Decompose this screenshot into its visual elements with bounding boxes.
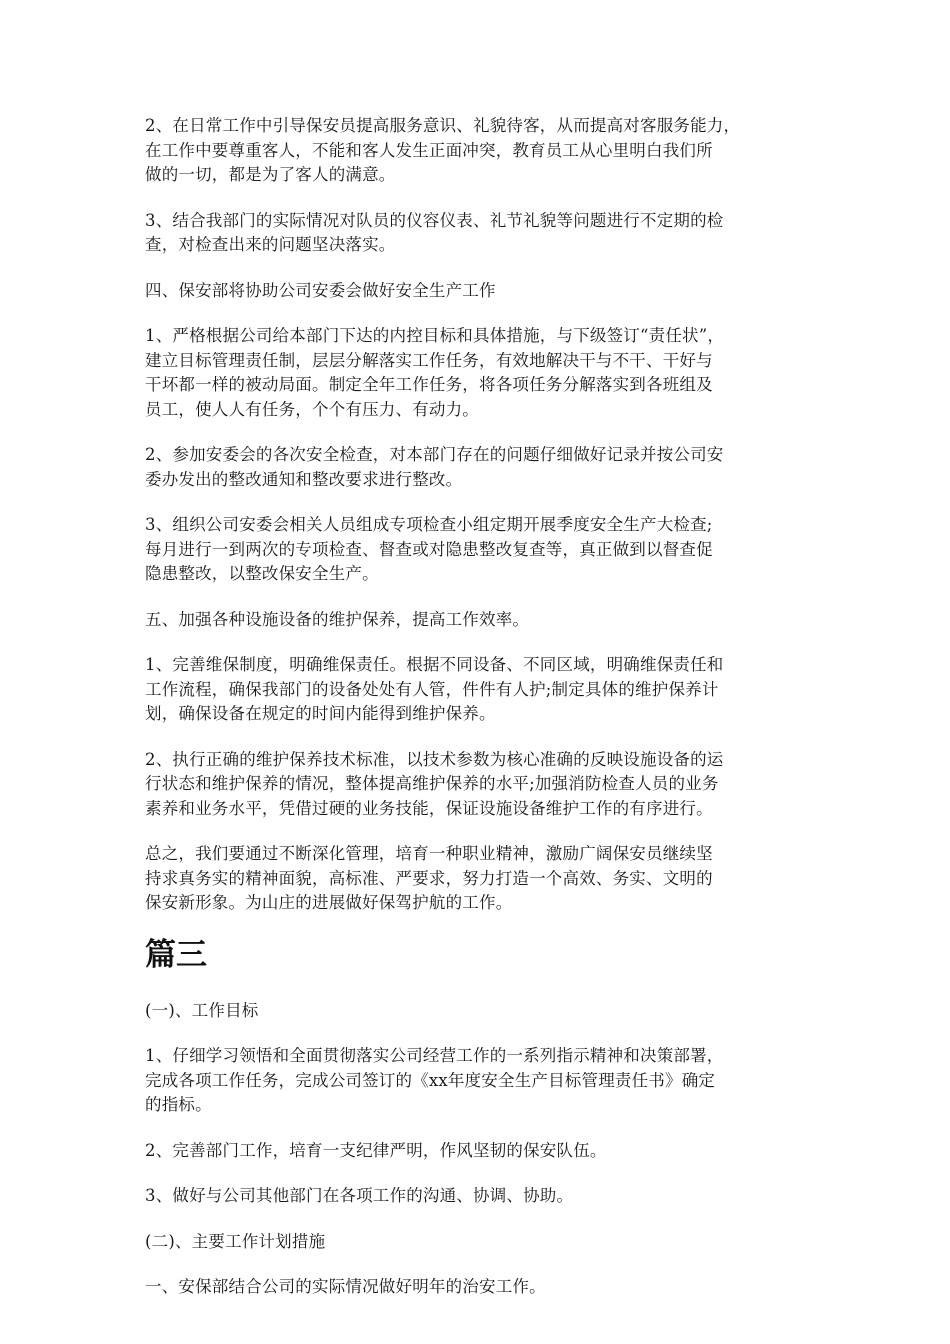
text-line: 五、加强各种设施设备的维护保养，提高工作效率。 (145, 609, 530, 629)
paragraph-safety-inspection (145, 443, 810, 492)
text-line: 3、结合我部门的实际情况对队员的仪容仪表、礼节礼貌等问题进行不定期的检 (145, 210, 724, 230)
paragraph-conclusion (145, 842, 810, 916)
subsection-title-measures (145, 1230, 810, 1255)
subsection-title-goals (145, 999, 810, 1024)
body-top (145, 114, 810, 916)
text-line: 完成各项工作任务，完成公司签订的《xx年度安全生产目标管理责任书》确定 (145, 1070, 716, 1090)
paragraph-maintenance-system (145, 653, 810, 727)
text-line: (一)、工作目标 (145, 1000, 259, 1020)
section-heading: 篇三 (145, 936, 207, 973)
text-line: 的指标。 (145, 1095, 212, 1114)
text-line: 持求真务实的精神面貌，高标准、严要求，努力打造一个高效、务实、文明的 (145, 868, 713, 888)
text-line: 保安新形象。为山庄的进展做好保驾护航的工作。 (145, 893, 513, 912)
text-line: 1、仔细学习领悟和全面贯彻落实公司经营工作的一系列指示精神和决策部署， (145, 1046, 724, 1065)
document-page (145, 114, 810, 1321)
text-line: 工作流程，确保我部门的设备处处有人管，件件有人护;制定具体的维护保养计 (145, 679, 719, 699)
paragraph-goal-2 (145, 1139, 810, 1164)
text-line: 查，对检查出来的问题坚决落实。 (145, 235, 396, 254)
paragraph-responsibility-system (145, 324, 810, 422)
paragraph-maintenance-standards (145, 748, 810, 822)
text-line: 2、执行正确的维护保养技术标准，以技术参数为核心准确的反映设施设备的运 (145, 749, 724, 769)
body-bottom (145, 999, 810, 1300)
paragraph-appearance-inspection (145, 209, 810, 258)
text-line: 3、组织公司安委会相关人员组成专项检查小组定期开展季度安全生产大检查; (145, 515, 713, 534)
text-line: 在工作中要尊重客人，不能和客人发生正面冲突，教育员工从心里明白我们所 (145, 140, 713, 160)
text-line: 行状态和维护保养的情况，整体提高维护保养的水平;加强消防检查人员的业务 (145, 774, 719, 793)
paragraph-service-awareness (145, 114, 810, 188)
text-line: 2、参加安委会的各次安全检查，对本部门存在的问题仔细做好记录并按公司安 (145, 445, 724, 464)
section-title-safety-production (145, 279, 810, 304)
text-line: 素养和业务水平，凭借过硬的业务技能，保证设施设备维护工作的有序进行。 (145, 798, 713, 818)
section-title-maintenance (145, 608, 810, 633)
paragraph-security-work (145, 1275, 810, 1300)
paragraph-special-inspection (145, 513, 810, 587)
text-line: 建立目标管理责任制，层层分解落实工作任务，有效地解决干与不干、干好与 (145, 350, 713, 370)
text-line: 2、在日常工作中引导保安员提高服务意识、礼貌待客，从而提高对客服务能力， (145, 116, 741, 135)
text-line: 划，确保设备在规定的时间内能得到维护保养。 (145, 704, 496, 723)
text-line: 总之，我们要通过不断深化管理，培育一种职业精神，激励广阔保安员继续坚 (145, 844, 713, 863)
text-line: 做的一切，都是为了客人的满意。 (145, 165, 396, 184)
text-line: 3、做好与公司其他部门在各项工作的沟通、协调、协助。 (145, 1186, 574, 1205)
text-line: (二)、主要工作计划措施 (145, 1231, 326, 1251)
text-line: 每月进行一到两次的专项检查、督查或对隐患整改复查等，真正做到以督查促 (145, 539, 713, 559)
text-line: 委办发出的整改通知和整改要求进行整改。 (145, 469, 463, 489)
text-line: 2、完善部门工作，培育一支纪律严明，作风坚韧的保安队伍。 (145, 1140, 607, 1160)
text-line: 1、完善维保制度，明确维保责任。根据不同设备、不同区域，明确维保责任和 (145, 655, 724, 674)
text-line: 员工，使人人有任务，个个有压力、有动力。 (145, 399, 479, 419)
text-line: 1、严格根据公司给本部门下达的内控目标和具体措施，与下级签订“责任状”， (145, 326, 725, 345)
text-line: 干坏都一样的被动局面。制定全年工作任务，将各项任务分解落实到各班组及 (145, 375, 713, 394)
text-line: 一、安保部结合公司的实际情况做好明年的治安工作。 (145, 1277, 546, 1296)
paragraph-goal-1 (145, 1044, 810, 1118)
text-line: 四、保安部将协助公司安委会做好安全生产工作 (145, 280, 496, 300)
text-line: 隐患整改，以整改保安全生产。 (145, 564, 379, 583)
paragraph-goal-3 (145, 1184, 810, 1209)
